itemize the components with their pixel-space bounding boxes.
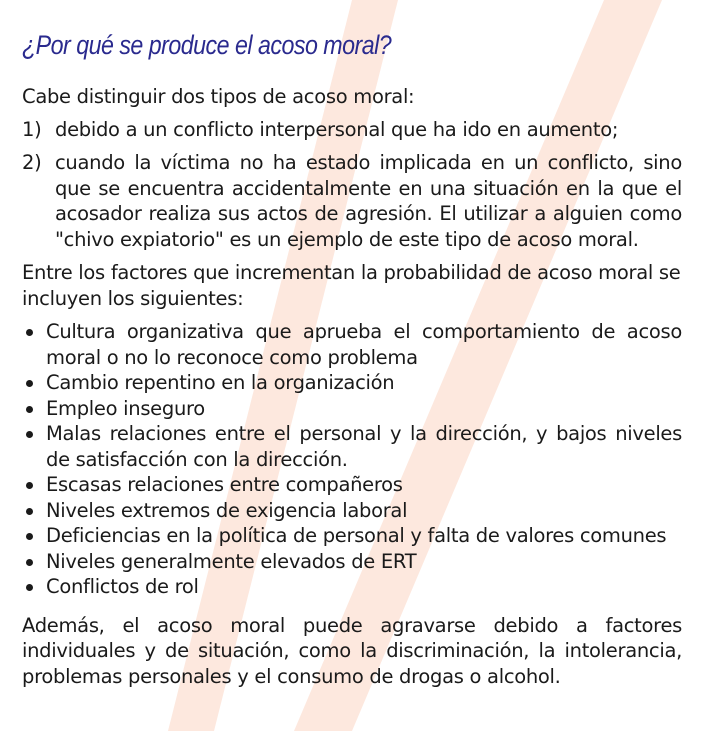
factor-text: Cultura organizativa que aprueba el comportamiento de acoso moral o no lo reconoce como problema	[46, 320, 682, 369]
factor-item	[22, 574, 682, 600]
bullet-icon	[22, 574, 46, 600]
numbered-list	[22, 117, 682, 253]
bullet-icon	[22, 472, 46, 498]
bullet-icon	[22, 370, 46, 396]
factor-item	[22, 498, 682, 524]
factor-item	[22, 319, 682, 370]
factor-text: Deficiencias en la política de personal y falta de valores comunes	[46, 524, 667, 547]
numbered-item	[22, 150, 682, 252]
factor-text: Malas relaciones entre el personal y la dirección, y bajos niveles de satisfacción con la dirección.	[46, 422, 682, 471]
item-text: cuando la víctima no ha estado implicada en un conflicto, sino que se encuentra accidentalmente en una situación en la que el acosador realiza sus actos de agresión. El utilizar a alguien como "chivo expiatorio" es un ejemplo de este tipo de acoso moral.	[55, 151, 682, 251]
numbered-item	[22, 117, 682, 143]
bullet-icon	[22, 549, 46, 575]
closing-paragraph: Además, el acoso moral puede agravarse debido a factores individuales y de situación, como la discriminación, la intolerancia, problemas personales y el consumo de drogas o alcohol.	[22, 613, 682, 688]
factors-list	[22, 319, 682, 600]
factor-item	[22, 472, 682, 498]
item-number: 1)	[22, 117, 42, 141]
factor-text: Empleo inseguro	[46, 396, 205, 420]
factor-text: Niveles extremos de exigencia laboral	[46, 498, 408, 522]
factor-text: Niveles generalmente elevados de ERT	[46, 549, 417, 573]
bullet-icon	[22, 319, 46, 370]
factor-item	[22, 549, 682, 575]
bullet-icon	[22, 523, 46, 549]
item-number: 2)	[22, 151, 42, 174]
factors-intro-paragraph: Entre los factores que incrementan la probabilidad de acoso moral se incluyen los siguientes:	[22, 261, 681, 310]
factor-text: Cambio repentino en la organización	[46, 371, 395, 394]
factor-text: Conflictos de rol	[46, 575, 199, 598]
item-text: debido a un conflicto interpersonal que ha ido en aumento;	[55, 117, 619, 141]
intro-paragraph: Cabe distinguir dos tipos de acoso moral:	[22, 85, 415, 108]
bullet-icon	[22, 498, 46, 524]
bullet-icon	[22, 421, 46, 472]
factor-item	[22, 370, 682, 396]
factor-item	[22, 396, 682, 422]
page-title: ¿Por qué se produce el acoso moral?	[22, 30, 392, 60]
factor-item	[22, 523, 682, 549]
factor-text: Escasas relaciones entre compañeros	[46, 473, 403, 496]
bullet-icon	[22, 396, 46, 422]
factor-item	[22, 421, 682, 472]
